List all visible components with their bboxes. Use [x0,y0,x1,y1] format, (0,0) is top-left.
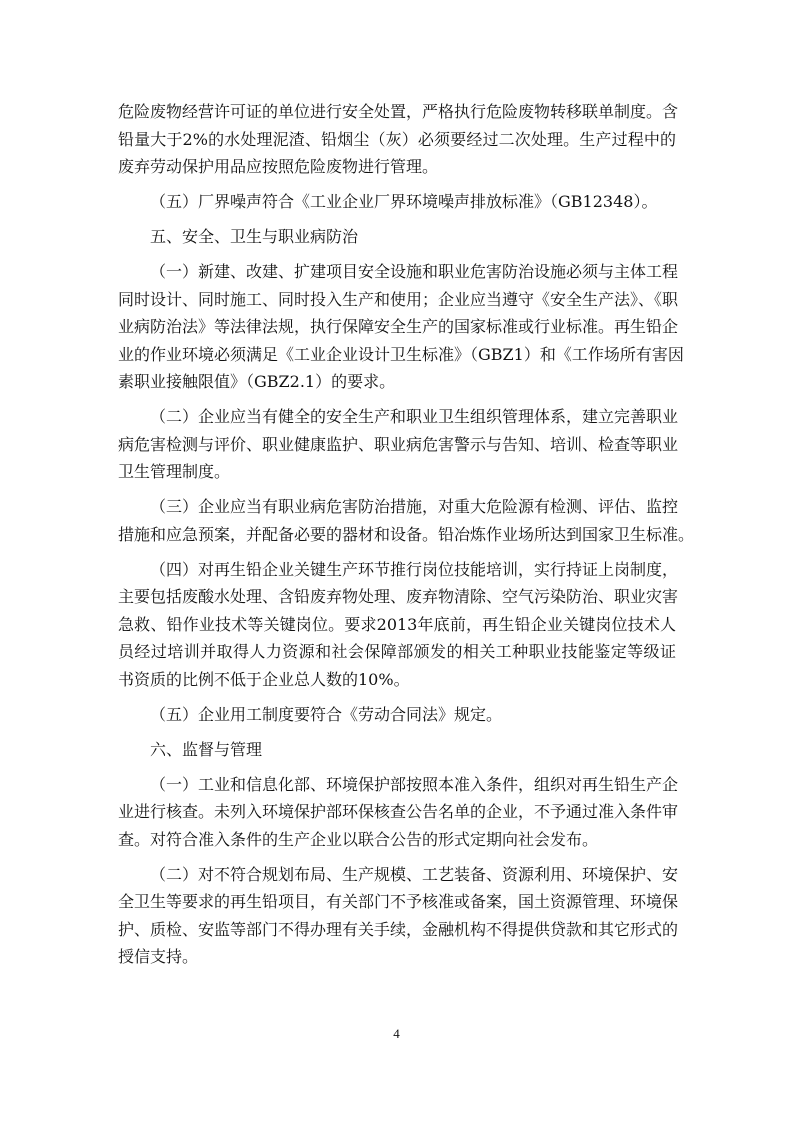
paragraph [118,771,679,854]
paragraph [118,701,676,729]
text-line: （一）工业和信息化部、环境保护部按照本准入条件，组织对再生铅生产企 [150,774,679,794]
text-line: 员经过培训并取得人力资源和社会保障部颁发的相关工种职业技能鉴定等级证 [118,642,676,661]
text-line: （五）厂界噪声符合《工业企业厂界环境噪声排放标准》（GB12348）。 [150,192,658,211]
paragraph [118,188,676,216]
paragraph [118,861,679,971]
document-body [118,98,695,971]
paragraph [118,736,676,764]
text-line: 五、安全、卫生与职业病防治 [150,227,359,246]
paragraph [118,403,679,486]
text-line: 卫生管理制度。 [118,462,231,481]
text-line: （五）企业用工制度要符合《劳动合同法》规定。 [150,704,503,724]
paragraph [118,98,679,181]
text-line: 全卫生等要求的再生铅项目，有关部门不予核准或备案，国土资源管理、环境保 [118,892,679,911]
text-line: 业的作业环境必须满足《工业企业设计卫生标准》（GBZ1）和《工作场所有害因 [118,344,684,364]
text-line: 废弃劳动保护用品应按照危险废物进行管理。 [118,157,439,176]
paragraph [118,493,695,548]
text-line: 授信支持。 [118,947,199,966]
text-line: （四）对再生铅企业关键生产环节推行岗位技能培训，实行持证上岗制度， [150,559,679,579]
text-line: 危险废物经营许可证的单位进行安全处置，严格执行危险废物转移联单制度。含 [118,102,679,121]
text-line: （一）新建、改建、扩建项目安全设施和职业危害防治设施必须与主体工程 [150,262,679,281]
text-line: 急救、铅作业技术等关键岗位。要求2013年底前，再生铅企业关键岗位技术人 [118,614,676,634]
text-line: 业病防治法》等法律法规，执行保障安全生产的国家标准或行业标准。再生铅企 [118,317,679,336]
text-line: 病危害检测与评价、职业健康监护、职业病危害警示与告知、培训、检查等职业 [118,434,679,454]
text-line: 六、监督与管理 [150,739,263,759]
text-line: 素职业接触限值》（GBZ2.1）的要求。 [118,372,396,391]
text-line: 铅量大于2%的水处理泥渣、铅烟尘（灰）必须要经过二次处理。生产过程中的 [118,129,676,149]
paragraph [118,223,676,251]
paragraph [118,556,679,694]
text-line: 业进行核查。未列入环境保护部环保核查公告名单的企业，不予通过准入条件审 [118,802,679,821]
text-line: （二）企业应当有健全的安全生产和职业卫生组织管理体系，建立完善职业 [150,407,679,426]
text-line: 同时设计、同时施工、同时投入生产和使用；企业应当遵守《安全生产法》、《职 [118,289,679,309]
text-line: 书资质的比例不低于企业总人数的10%。 [118,669,410,689]
text-line: 护、质检、安监等部门不得办理有关手续，金融机构不得提供贷款和其它形式的 [118,919,679,939]
text-line: 查。对符合准入条件的生产企业以联合公告的形式定期向社会发布。 [118,829,599,849]
page-number: 4 [393,1026,400,1041]
text-line: 主要包括废酸水处理、含铅废弃物处理、废弃物清除、空气污染防治、职业灾害 [118,587,679,606]
text-line: （三）企业应当有职业病危害防治措施，对重大危险源有检测、评估、监控 [150,497,679,516]
text-line: 措施和应急预案，并配备必要的器材和设备。铅冶炼作业场所达到国家卫生标准。 [118,524,695,544]
paragraph [118,258,684,396]
text-line: （二）对不符合规划布局、生产规模、工艺装备、资源利用、环境保护、安 [150,864,679,884]
